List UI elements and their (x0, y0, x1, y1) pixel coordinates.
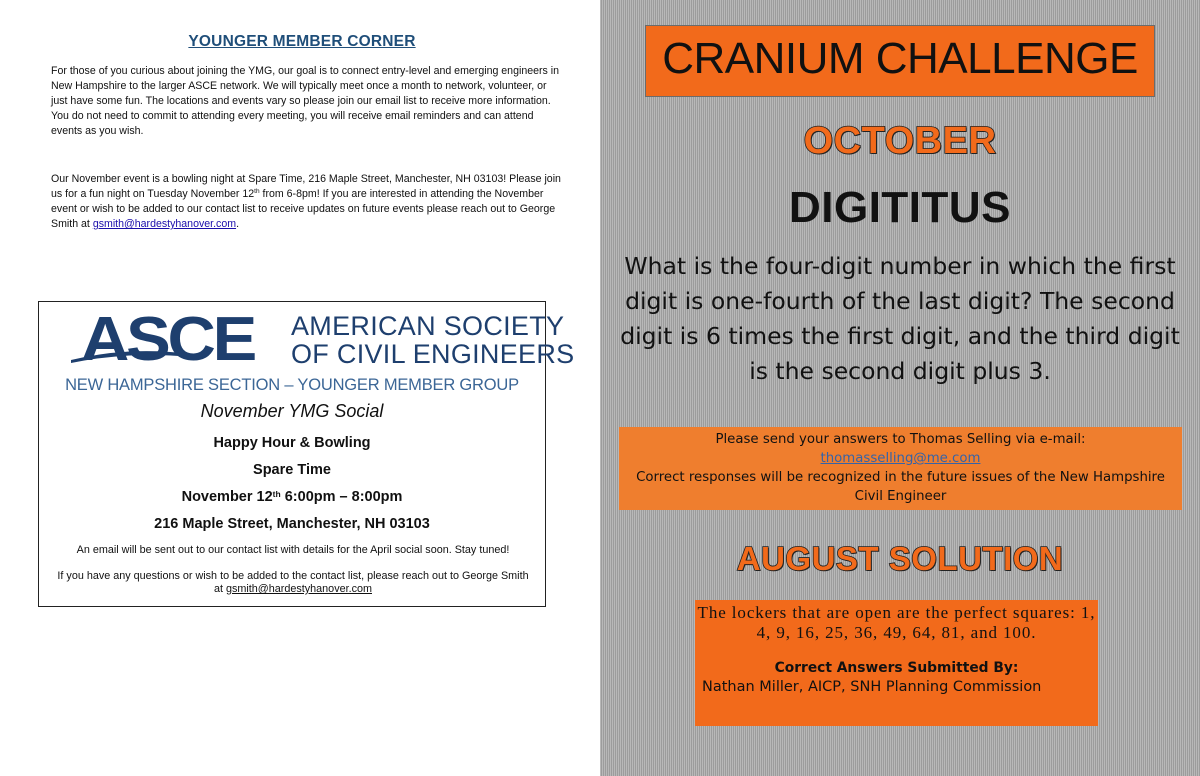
event-date-time (39, 489, 545, 505)
ymg-social-flyer (38, 301, 575, 607)
asce-name-line1: AMERICAN SOCIETY (291, 311, 565, 341)
flyer-note-contact (53, 570, 533, 596)
month-heading: OCTOBER (803, 120, 997, 162)
paragraph-text: Our November event is a bowling night at Spare Time, 216 Maple Street, Manchester, NH 03103! Please join us for a fun night on Tuesday November 12 (51, 173, 561, 200)
flyer-email-link[interactable]: gsmith@hardestyhanover.com (226, 583, 372, 595)
george-smith-email-link[interactable]: gsmith@hardestyhanover.com (92, 218, 237, 230)
asce-name-line2: OF CIVIL ENGINEERS (291, 339, 575, 369)
younger-member-corner-title: YOUNGER MEMBER CORNER (188, 33, 416, 50)
intro-paragraph: For those of you curious about joining the YMG, our goal is to connect entry-level and emerging engineers in New Hampshire to the larger ASCE network. We will typically meet once a month to network, volunteer, or just have some fun. The locations and events vary so please join our email list to receive more information. You do not need to commit to attending every meeting, you will receive email reminders and can attend events as you wish. (51, 65, 560, 137)
submission-info-box (619, 427, 1182, 510)
flyer-note-email: An email will be sent out to our contact list with details for the April social soon. Stay tuned! (76, 544, 510, 556)
correct-answer-submitter: Nathan Miller, AICP, SNH Planning Commission (702, 679, 1042, 695)
puzzle-name: DIGITITUS (788, 183, 1012, 232)
ordinal-suffix: th (254, 188, 260, 195)
asce-logo (69, 305, 575, 374)
solution-heading: AUGUST SOLUTION (736, 540, 1064, 577)
thomas-selling-email-link[interactable]: thomasselling@me.com (820, 451, 981, 466)
ordinal-suffix: th (272, 489, 281, 499)
event-title: November YMG Social (200, 401, 384, 421)
right-page (600, 0, 1200, 776)
paragraph-text: from 6-8pm! If you are interested in attending the November event or wish to be added to our contact list to receive updates on future events please reach out to George Smith at (51, 188, 556, 230)
event-time: 6:00pm – 8:00pm (280, 489, 403, 505)
nh-section-ymg-label: NEW HAMPSHIRE SECTION – YOUNGER MEMBER GROUP (65, 376, 519, 394)
event-date: November 12 (181, 489, 273, 505)
submission-instruction: Please send your answers to Thomas Selling via e-mail: (715, 432, 1086, 447)
event-address: 216 Maple Street, Manchester, NH 03103 (154, 516, 430, 532)
puzzle-question: What is the four-digit number in which the first digit is one-fourth of the last digit? The second digit is 6 times the first digit, and the third digit is the second digit plus 3. (620, 252, 1180, 385)
november-event-paragraph (51, 172, 561, 232)
event-venue: Spare Time (253, 462, 331, 478)
event-activity: Happy Hour & Bowling (213, 435, 371, 451)
recognition-note-cont: Civil Engineer (854, 489, 947, 504)
solution-box (695, 600, 1098, 726)
recognition-note: Correct responses will be recognized in the future issues of the New Hampshire (636, 470, 1165, 485)
asce-wordmark: ASCE (81, 305, 255, 374)
solution-text: The lockers that are open are the perfect squares: 1, 4, 9, 16, 25, 36, 49, 64, 81, and 100. (697, 603, 1096, 642)
cranium-challenge-banner (645, 25, 1155, 97)
paragraph-end: . (236, 218, 240, 230)
correct-answers-label: Correct Answers Submitted By: (774, 660, 1019, 676)
contact-text: If you have any questions or wish to be added to the contact list, please reach out to George Smith at (57, 570, 529, 595)
cranium-challenge-title: CRANIUM CHALLENGE (662, 34, 1138, 83)
